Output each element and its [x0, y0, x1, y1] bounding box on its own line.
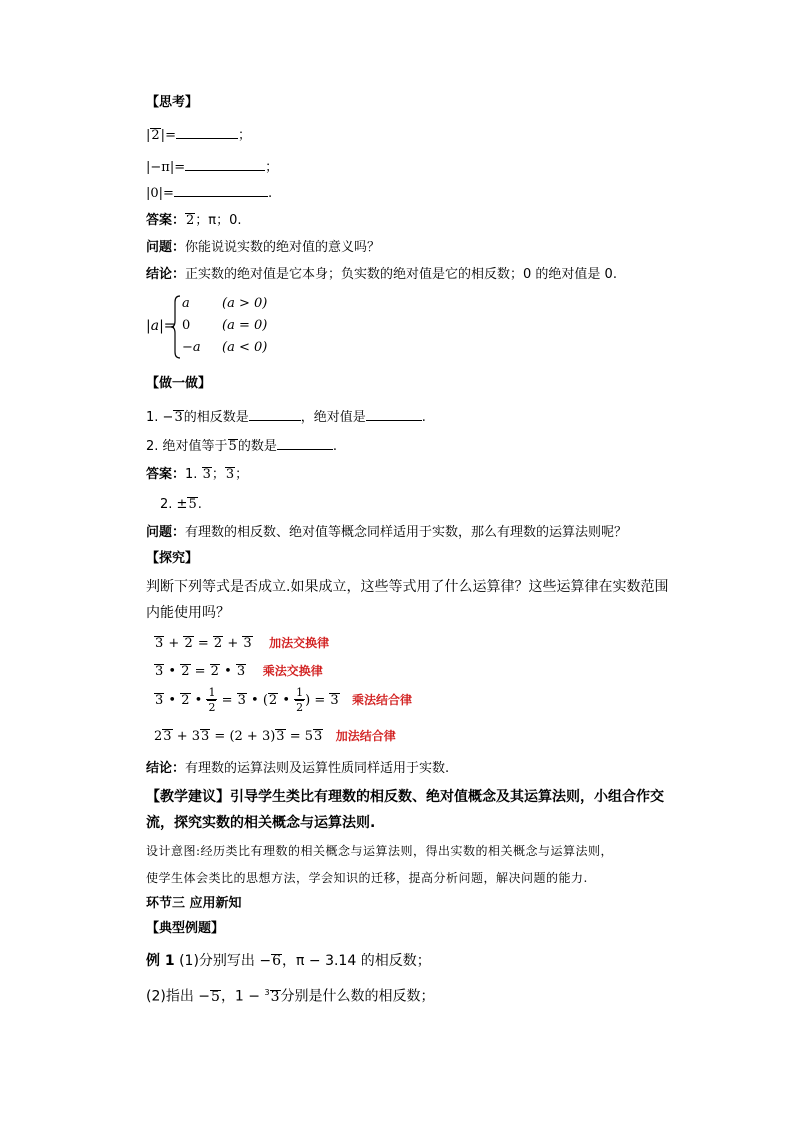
explore-heading: 【探究】: [146, 551, 199, 566]
do-item-1: 1. −3的相反数是 ，绝对值是 .: [146, 410, 426, 425]
law-label: 乘法交换律: [262, 664, 323, 678]
teaching-suggestion-line-1: 【教学建议】引导学生类比有理数的相反数、绝对值概念及其运算法则，小组合作交: [146, 789, 664, 805]
cube-root-3: 3: [270, 988, 280, 1005]
answer-blank: [277, 437, 333, 450]
piecewise-case-3: −a (a < 0): [182, 340, 268, 355]
explore-conclusion: 结论：有理数的运算法则及运算性质同样适用于实数.: [146, 761, 450, 776]
section-title: 环节三 应用新知: [146, 896, 242, 911]
think-conclusion: 结论：正实数的绝对值是它本身；负实数的绝对值是它的相反数；0 的绝对值是 0.: [146, 267, 617, 282]
design-intent-line-2: 使学生体会类比的思想方法，学会知识的迁移，提高分析问题，解决问题的能力.: [146, 871, 588, 885]
identity-addition-commutative: 3 + 2 = 2 + 3 加法交换律: [155, 636, 330, 651]
piecewise-case-1: a (a > 0): [182, 296, 268, 311]
explore-paragraph-line-1: 判断下列等式是否成立.如果成立，这些等式用了什么运算律？这些运算律在实数范围: [146, 579, 669, 595]
piecewise-lhs: |a|=: [146, 318, 176, 334]
teaching-suggestion-line-2: 流，探究实数的相关概念与运算法则.: [146, 815, 376, 831]
answer-blank: [174, 184, 268, 197]
sqrt-6: 6: [272, 953, 282, 969]
explore-paragraph-line-2: 内能使用吗？: [146, 605, 230, 621]
sqrt-3: 3: [225, 467, 235, 482]
law-label: 加法交换律: [269, 636, 330, 650]
sqrt-5: 5: [188, 497, 197, 512]
piecewise-case-2: 0 (a = 0): [182, 318, 268, 333]
do-item-2: 2. 绝对值等于5的数是 .: [146, 439, 337, 454]
sqrt-5: 5: [211, 988, 220, 1005]
law-label: 加法结合律: [335, 729, 396, 743]
think-question-3: |0|= .: [146, 186, 273, 201]
think-question-2: |−π|= ；: [146, 160, 279, 175]
identity-multiplication-commutative: 3 • 2 = 2 • 3 乘法交换律: [155, 664, 323, 679]
do-question: 问题：有理数的相反数、绝对值等概念同样适用于实数，那么有理数的运算法则呢？: [146, 525, 628, 540]
do-answer: 答案：1. 3；3；: [146, 467, 249, 482]
absolute-value-piecewise: [146, 294, 286, 360]
answer-blank: [185, 158, 265, 171]
identity-multiplication-associative: 3 • 2 • $\frac{1}{2}$ = 3 • (2 • $\frac{1}{2}$ ) = 3 乘法结合律: [155, 686, 413, 714]
do-answer-2: 2. ±5.: [160, 497, 202, 512]
do-heading: 【做一做】: [146, 376, 212, 391]
sqrt-2: 2: [186, 213, 195, 228]
think-question-1: |2|= ；: [146, 128, 251, 143]
sqrt-5: 5: [228, 439, 237, 454]
law-label: 乘法结合律: [352, 693, 413, 707]
answer-blank: [366, 408, 422, 421]
answer-blank: [176, 126, 238, 139]
sqrt-3: 3: [202, 467, 211, 482]
design-intent-line-1: 设计意图:经历类比有理数的相关概念与运算法则，得出实数的相关概念与运算法则，: [146, 844, 614, 858]
example-1-part-2: (2)指出 −5，1 − $^3$3分别是什么数的相反数；: [146, 988, 435, 1005]
examples-heading: 【典型例题】: [146, 921, 225, 936]
left-brace: [170, 294, 182, 360]
identity-addition-associative: 23 + 33 = (2 + 3)3 = 53 加法结合律: [154, 729, 396, 744]
think-question: 问题：你能说说实数的绝对值的意义吗？: [146, 240, 381, 255]
think-heading: 【思考】: [146, 95, 199, 110]
think-answer: 答案：2；π；0.: [146, 213, 242, 228]
answer-blank: [249, 408, 301, 421]
sqrt-2: 2: [151, 128, 160, 143]
example-1-part-1: 例 1 (1)分别写出 −6，π − 3.14 的相反数；: [146, 953, 431, 969]
sqrt-3: 3: [174, 410, 183, 425]
